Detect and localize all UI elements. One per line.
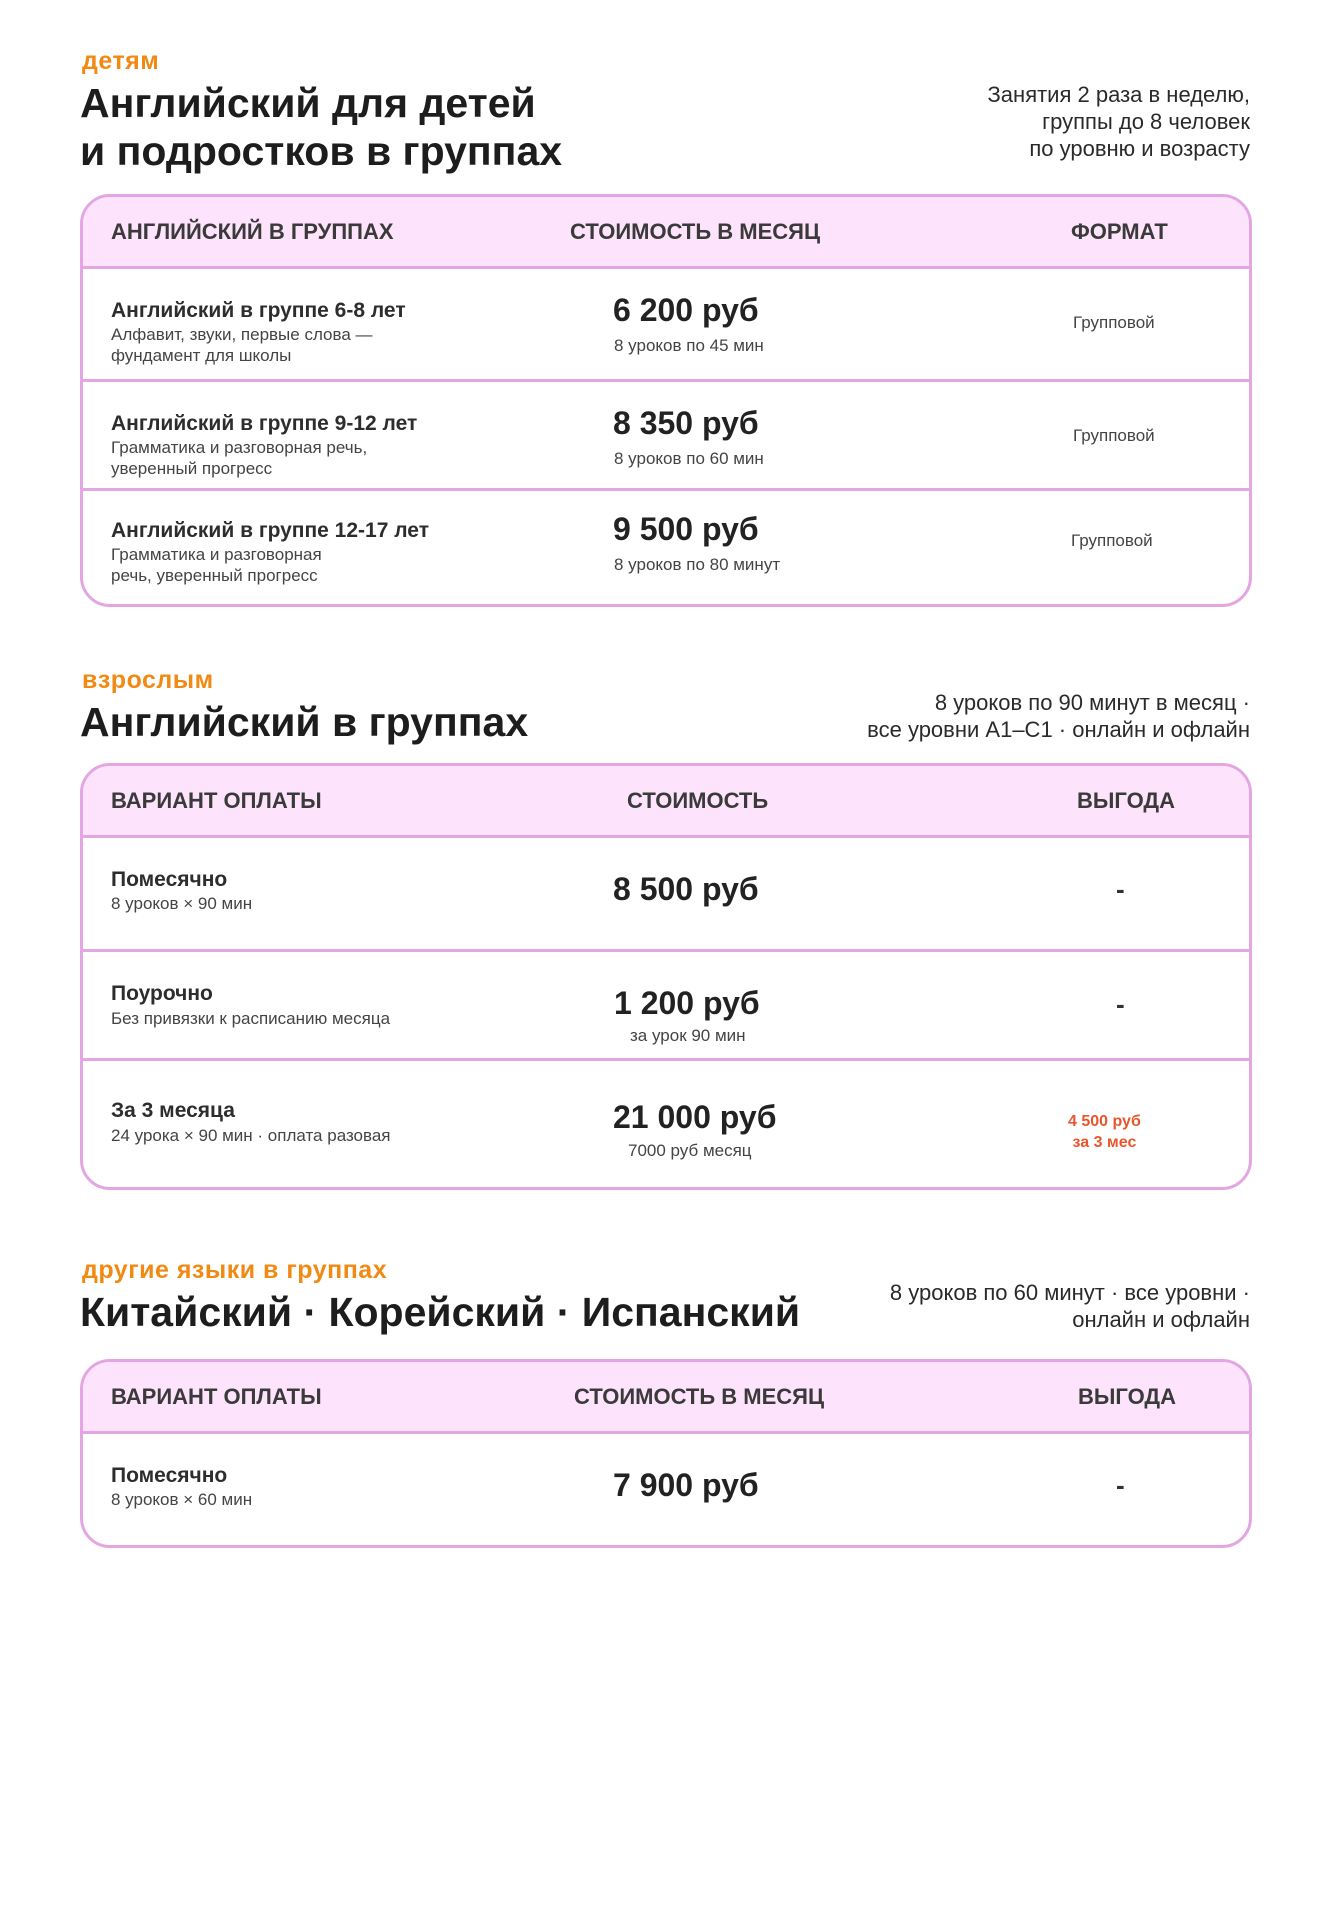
kids-kicker: детям (82, 47, 160, 75)
column-header: СТОИМОСТЬ В МЕСЯЦ (570, 219, 821, 244)
column-header: АНГЛИЙСКИЙ В ГРУППАХ (111, 219, 394, 244)
price: 7 900 руб (613, 1467, 759, 1503)
table-row (83, 382, 1249, 491)
course-name: Английский в группе 9-12 лет (111, 412, 418, 435)
column-header: СТОИМОСТЬ В МЕСЯЦ (574, 1384, 825, 1409)
kids-note (988, 81, 1250, 162)
price: 8 500 руб (613, 871, 759, 907)
adults-title: Английский в группах (80, 699, 529, 745)
other-kicker: другие языки в группах (82, 1256, 388, 1284)
column-header: ВАРИАНТ ОПЛАТЫ (111, 788, 322, 813)
payment-option-description: Без привязки к расписанию месяца (111, 1009, 391, 1028)
table-row (83, 1434, 1249, 1545)
kids-title-line2: и подростков в группах (80, 128, 563, 174)
adults-section (80, 666, 1250, 1160)
description-line: Грамматика и разговорная речь, (111, 438, 368, 457)
column-header: ВЫГОДА (1078, 1384, 1176, 1409)
adults-pricing-table (80, 763, 1252, 1190)
table-row (83, 838, 1249, 952)
payment-option-description: 24 урока × 90 мин · оплата разовая (111, 1126, 391, 1145)
other-languages-section (80, 1256, 1250, 1509)
format-value: Групповой (1073, 313, 1155, 332)
description-line: Грамматика и разговорная (111, 545, 322, 564)
payment-option-name: Помесячно (111, 1464, 228, 1487)
payment-option-name: Помесячно (111, 868, 228, 891)
price-note: 8 уроков по 80 минут (614, 555, 781, 574)
course-description (111, 544, 322, 586)
description-line: фундамент для школы (111, 346, 292, 365)
table-row (83, 269, 1249, 382)
payment-option-name: За 3 месяца (111, 1099, 235, 1122)
course-description (111, 324, 373, 366)
kids-header (80, 47, 1250, 187)
table-header (83, 766, 1249, 838)
course-name: Английский в группе 12-17 лет (111, 519, 429, 542)
benefit-value: - (1116, 874, 1125, 904)
table-header (83, 1362, 1249, 1434)
adults-note-line: все уровни A1–C1 · онлайн и офлайн (867, 717, 1250, 742)
column-header: ФОРМАТ (1071, 219, 1168, 244)
benefit-value: - (1116, 1470, 1125, 1500)
adults-note-line: 8 уроков по 90 минут в месяц · (934, 690, 1250, 715)
payment-option-name: Поурочно (111, 982, 213, 1005)
price-note: 8 уроков по 60 мин (614, 449, 764, 468)
table-row (83, 952, 1249, 1061)
price: 8 350 руб (613, 405, 759, 441)
price-note: 7000 руб месяц (628, 1141, 752, 1160)
benefit-highlight (1068, 1111, 1141, 1153)
kids-note-line: группы до 8 человек (1042, 109, 1250, 134)
table-header (83, 197, 1249, 269)
price: 1 200 руб (614, 985, 760, 1021)
benefit-period: за 3 мес (1072, 1134, 1137, 1151)
price: 9 500 руб (613, 511, 759, 547)
kids-note-line: по уровню и возрасту (1029, 136, 1250, 161)
payment-option-description: 8 уроков × 60 мин (111, 1490, 253, 1509)
price: 6 200 руб (613, 292, 759, 328)
format-value: Групповой (1073, 426, 1155, 445)
kids-title-line1: Английский для детей (80, 80, 536, 126)
description-line: уверенный прогресс (111, 459, 273, 478)
kids-pricing-table (80, 194, 1252, 607)
table-row (83, 491, 1249, 604)
kids-note-line: Занятия 2 раза в неделю, (987, 82, 1250, 107)
payment-option-description: 8 уроков × 90 мин (111, 894, 253, 913)
price: 21 000 руб (613, 1099, 777, 1135)
other-title: Китайский · Корейский · Испанский (80, 1289, 801, 1335)
column-header: СТОИМОСТЬ (627, 788, 769, 813)
column-header: ВАРИАНТ ОПЛАТЫ (111, 1384, 322, 1409)
course-description (111, 437, 367, 479)
other-note-line: онлайн и офлайн (1072, 1307, 1250, 1332)
other-pricing-table (80, 1359, 1252, 1548)
format-value: Групповой (1071, 531, 1153, 550)
course-name: Английский в группе 6-8 лет (111, 299, 406, 322)
description-line: Алфавит, звуки, первые слова — (111, 325, 373, 344)
column-header: ВЫГОДА (1077, 788, 1175, 813)
price-note: за урок 90 мин (630, 1026, 746, 1045)
table-row (83, 1061, 1249, 1187)
kids-section (80, 47, 1250, 585)
adults-kicker: взрослым (82, 666, 214, 694)
other-note (890, 1279, 1250, 1333)
benefit-value: - (1116, 989, 1125, 1019)
description-line: речь, уверенный прогресс (111, 566, 318, 585)
other-note-line: 8 уроков по 60 минут · все уровни · (889, 1280, 1250, 1305)
adults-note (867, 689, 1250, 743)
kids-title (80, 79, 562, 175)
price-note: 8 уроков по 45 мин (614, 336, 764, 355)
benefit-amount: 4 500 руб (1068, 1113, 1141, 1130)
